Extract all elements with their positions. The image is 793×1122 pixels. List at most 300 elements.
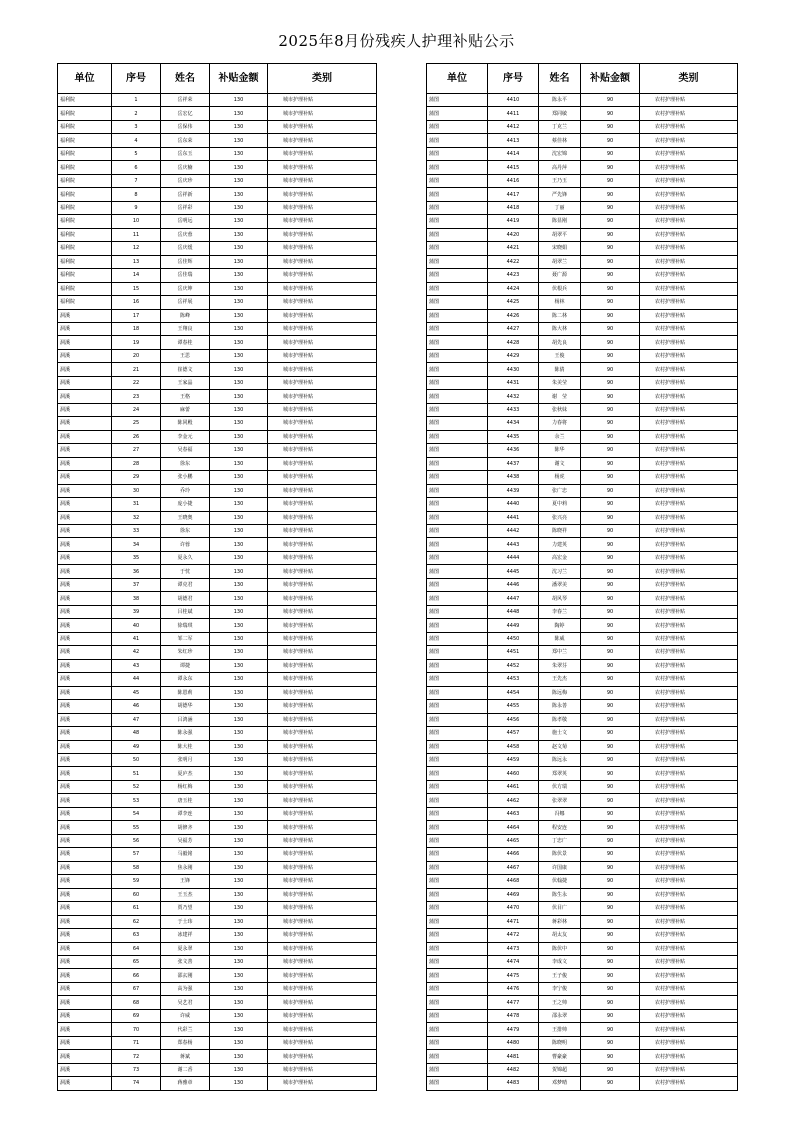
seq-cell: 15	[112, 282, 161, 295]
category-cell: 农村护理补贴	[640, 982, 738, 995]
unit-cell: 洞溪	[58, 1050, 112, 1063]
amount-cell: 90	[581, 525, 640, 538]
category-cell: 农村护理补贴	[640, 147, 738, 160]
table-row	[427, 309, 738, 322]
seq-cell: 4421	[488, 242, 539, 255]
table-row	[58, 875, 377, 888]
seq-cell: 4483	[488, 1077, 539, 1090]
table-row	[58, 969, 377, 982]
unit-cell: 洞溪	[58, 457, 112, 470]
seq-cell: 4437	[488, 457, 539, 470]
category-cell: 农村护理补贴	[640, 727, 738, 740]
amount-cell: 130	[210, 296, 268, 309]
table-row	[427, 1023, 738, 1036]
category-cell: 农村护理补贴	[640, 430, 738, 443]
name-cell: 施士文	[539, 727, 581, 740]
table-row	[427, 269, 738, 282]
amount-cell: 90	[581, 915, 640, 928]
amount-cell: 130	[210, 242, 268, 255]
name-cell: 岳祥荣	[161, 94, 210, 107]
amount-cell: 90	[581, 942, 640, 955]
category-cell: 城市护理补贴	[268, 430, 377, 443]
table-row	[58, 753, 377, 766]
table-row	[427, 471, 738, 484]
unit-cell: 洞溪	[58, 525, 112, 538]
amount-cell: 130	[210, 174, 268, 187]
unit-cell: 蒲图	[427, 646, 488, 659]
seq-cell: 38	[112, 592, 161, 605]
name-cell: 陈二林	[539, 309, 581, 322]
category-cell: 城市护理补贴	[268, 417, 377, 430]
amount-cell: 130	[210, 902, 268, 915]
seq-cell: 59	[112, 875, 161, 888]
category-cell: 农村护理补贴	[640, 134, 738, 147]
unit-cell: 蒲图	[427, 147, 488, 160]
amount-cell: 90	[581, 498, 640, 511]
subsidy-table-right	[426, 63, 738, 1091]
table-row	[58, 1023, 377, 1036]
unit-cell: 蒲图	[427, 444, 488, 457]
seq-cell: 44	[112, 673, 161, 686]
category-cell: 农村护理补贴	[640, 767, 738, 780]
category-cell: 农村护理补贴	[640, 659, 738, 672]
amount-cell: 90	[581, 1009, 640, 1022]
amount-cell: 90	[581, 565, 640, 578]
category-cell: 城市护理补贴	[268, 578, 377, 591]
amount-cell: 90	[581, 511, 640, 524]
seq-cell: 40	[112, 619, 161, 632]
name-cell: 胡先良	[539, 336, 581, 349]
name-cell: 陈大桂	[161, 740, 210, 753]
unit-cell: 蒲图	[427, 309, 488, 322]
unit-cell: 福利院	[58, 201, 112, 214]
name-cell: 夏庐杰	[161, 767, 210, 780]
category-cell: 城市护理补贴	[268, 255, 377, 268]
seq-cell: 26	[112, 430, 161, 443]
seq-cell: 54	[112, 807, 161, 820]
unit-cell: 蒲图	[427, 1050, 488, 1063]
unit-cell: 洞溪	[58, 848, 112, 861]
name-cell: 陈晓明	[539, 1036, 581, 1049]
name-cell: 胡修齐	[161, 821, 210, 834]
unit-cell: 洞溪	[58, 1009, 112, 1022]
name-cell: 王子俊	[539, 969, 581, 982]
seq-cell: 65	[112, 956, 161, 969]
category-cell: 城市护理补贴	[268, 349, 377, 362]
name-cell: 马毅铭	[161, 848, 210, 861]
seq-cell: 66	[112, 969, 161, 982]
unit-cell: 蒲图	[427, 551, 488, 564]
name-cell: 李春兰	[539, 605, 581, 618]
amount-cell: 130	[210, 1077, 268, 1090]
table-row	[58, 444, 377, 457]
name-cell: 贺锦超	[539, 1063, 581, 1076]
unit-cell: 洞溪	[58, 1063, 112, 1076]
table-row	[427, 525, 738, 538]
amount-cell: 130	[210, 646, 268, 659]
seq-cell: 4462	[488, 794, 539, 807]
unit-cell: 蒲图	[427, 296, 488, 309]
seq-cell: 4442	[488, 525, 539, 538]
category-cell: 农村护理补贴	[640, 740, 738, 753]
category-cell: 城市护理补贴	[268, 700, 377, 713]
unit-cell: 福利院	[58, 296, 112, 309]
table-row	[427, 875, 738, 888]
table-row	[427, 996, 738, 1009]
unit-cell: 蒲图	[427, 982, 488, 995]
name-cell: 吴福芳	[161, 834, 210, 847]
table-row	[427, 673, 738, 686]
unit-cell: 蒲图	[427, 969, 488, 982]
seq-cell: 19	[112, 336, 161, 349]
name-cell: 力春将	[539, 417, 581, 430]
table-row	[58, 349, 377, 362]
table-row	[58, 1009, 377, 1022]
table-row	[427, 727, 738, 740]
name-cell: 赵文菊	[539, 740, 581, 753]
name-cell: 于士玮	[161, 915, 210, 928]
amount-cell: 130	[210, 309, 268, 322]
category-cell: 城市护理补贴	[268, 538, 377, 551]
unit-cell: 蒲图	[427, 794, 488, 807]
category-cell: 农村护理补贴	[640, 538, 738, 551]
seq-cell: 4474	[488, 956, 539, 969]
name-cell: 王俊	[539, 349, 581, 362]
amount-cell: 130	[210, 1009, 268, 1022]
name-cell: 李宁俊	[539, 982, 581, 995]
seq-cell: 25	[112, 417, 161, 430]
amount-cell: 130	[210, 632, 268, 645]
amount-cell: 130	[210, 982, 268, 995]
category-cell: 农村护理补贴	[640, 592, 738, 605]
name-cell: 许蓉	[161, 538, 210, 551]
category-cell: 城市护理补贴	[268, 484, 377, 497]
table-row	[427, 619, 738, 632]
amount-cell: 90	[581, 605, 640, 618]
unit-cell: 洞溪	[58, 659, 112, 672]
table-row	[58, 996, 377, 1009]
category-cell: 农村护理补贴	[640, 120, 738, 133]
seq-cell: 4458	[488, 740, 539, 753]
seq-cell: 27	[112, 444, 161, 457]
table-row	[58, 255, 377, 268]
category-cell: 城市护理补贴	[268, 767, 377, 780]
table-row	[427, 94, 738, 107]
name-cell: 王晓奥	[161, 511, 210, 524]
name-cell: 严先锋	[539, 188, 581, 201]
category-cell: 农村护理补贴	[640, 578, 738, 591]
unit-cell: 蒲图	[427, 1009, 488, 1022]
category-cell: 城市护理补贴	[268, 740, 377, 753]
name-cell: 邓梦晴	[539, 1077, 581, 1090]
seq-cell: 45	[112, 686, 161, 699]
category-cell: 城市护理补贴	[268, 888, 377, 901]
seq-cell: 39	[112, 605, 161, 618]
amount-cell: 90	[581, 336, 640, 349]
unit-cell: 蒲图	[427, 417, 488, 430]
table-row	[58, 1050, 377, 1063]
seq-cell: 68	[112, 996, 161, 1009]
name-cell: 吕鸿涵	[161, 713, 210, 726]
category-cell: 农村护理补贴	[640, 188, 738, 201]
table-row	[427, 242, 738, 255]
unit-cell: 洞溪	[58, 363, 112, 376]
amount-cell: 130	[210, 228, 268, 241]
table-row	[427, 807, 738, 820]
seq-cell: 4429	[488, 349, 539, 362]
name-cell: 陈孝敬	[539, 713, 581, 726]
seq-cell: 7	[112, 174, 161, 187]
seq-cell: 41	[112, 632, 161, 645]
unit-cell: 洞溪	[58, 511, 112, 524]
amount-cell: 90	[581, 996, 640, 1009]
name-cell: 郑翠英	[539, 767, 581, 780]
unit-cell: 洞溪	[58, 996, 112, 1009]
amount-cell: 130	[210, 700, 268, 713]
seq-cell: 50	[112, 753, 161, 766]
name-cell: 岳祥新	[161, 188, 210, 201]
seq-cell: 12	[112, 242, 161, 255]
amount-cell: 90	[581, 296, 640, 309]
amount-cell: 130	[210, 592, 268, 605]
amount-cell: 130	[210, 578, 268, 591]
seq-cell: 4	[112, 134, 161, 147]
category-cell: 农村护理补贴	[640, 780, 738, 793]
seq-cell: 4452	[488, 659, 539, 672]
name-cell: 陈峰	[161, 309, 210, 322]
category-cell: 城市护理补贴	[268, 147, 377, 160]
seq-cell: 4436	[488, 444, 539, 457]
category-cell: 农村护理补贴	[640, 269, 738, 282]
unit-cell: 蒲图	[427, 700, 488, 713]
unit-cell: 洞溪	[58, 471, 112, 484]
amount-cell: 130	[210, 322, 268, 335]
category-cell: 农村护理补贴	[640, 673, 738, 686]
seq-cell: 4431	[488, 376, 539, 389]
header-unit: 单位	[58, 64, 112, 94]
category-cell: 农村护理补贴	[640, 296, 738, 309]
unit-cell: 蒲图	[427, 902, 488, 915]
seq-cell: 4419	[488, 215, 539, 228]
table-row	[427, 1063, 738, 1076]
unit-cell: 福利院	[58, 94, 112, 107]
seq-cell: 43	[112, 659, 161, 672]
category-cell: 农村护理补贴	[640, 996, 738, 1009]
amount-cell: 90	[581, 403, 640, 416]
seq-cell: 52	[112, 780, 161, 793]
name-cell: 陈永平	[539, 94, 581, 107]
amount-cell: 90	[581, 188, 640, 201]
unit-cell: 洞溪	[58, 982, 112, 995]
table-row	[427, 956, 738, 969]
name-cell: 李成文	[539, 956, 581, 969]
table-row	[58, 1063, 377, 1076]
name-cell: 岳佳辉	[161, 255, 210, 268]
seq-cell: 4468	[488, 875, 539, 888]
amount-cell: 130	[210, 336, 268, 349]
name-cell: 王格	[161, 390, 210, 403]
seq-cell: 4425	[488, 296, 539, 309]
unit-cell: 洞溪	[58, 646, 112, 659]
unit-cell: 蒲图	[427, 1023, 488, 1036]
amount-cell: 130	[210, 767, 268, 780]
amount-cell: 90	[581, 619, 640, 632]
category-cell: 城市护理补贴	[268, 403, 377, 416]
seq-cell: 62	[112, 915, 161, 928]
table-row	[427, 376, 738, 389]
table-row	[427, 134, 738, 147]
table-row	[427, 174, 738, 187]
category-cell: 农村护理补贴	[640, 471, 738, 484]
table-row	[58, 578, 377, 591]
unit-cell: 蒲图	[427, 659, 488, 672]
seq-cell: 32	[112, 511, 161, 524]
table-row	[427, 646, 738, 659]
name-cell: 岳祥彩	[161, 201, 210, 214]
seq-cell: 4482	[488, 1063, 539, 1076]
name-cell: 丁忠广	[539, 834, 581, 847]
category-cell: 城市护理补贴	[268, 807, 377, 820]
table-row	[58, 188, 377, 201]
name-cell: 陈远永	[539, 753, 581, 766]
seq-cell: 56	[112, 834, 161, 847]
category-cell: 城市护理补贴	[268, 309, 377, 322]
unit-cell: 蒲图	[427, 578, 488, 591]
seq-cell: 23	[112, 390, 161, 403]
table-row	[427, 444, 738, 457]
amount-cell: 90	[581, 700, 640, 713]
category-cell: 农村护理补贴	[640, 309, 738, 322]
unit-cell: 洞溪	[58, 686, 112, 699]
unit-cell: 洞溪	[58, 551, 112, 564]
amount-cell: 90	[581, 484, 640, 497]
name-cell: 夏永久	[161, 551, 210, 564]
category-cell: 农村护理补贴	[640, 201, 738, 214]
seq-cell: 57	[112, 848, 161, 861]
header-unit: 单位	[427, 64, 488, 94]
category-cell: 农村护理补贴	[640, 956, 738, 969]
table-row	[427, 700, 738, 713]
category-cell: 农村护理补贴	[640, 390, 738, 403]
table-row	[427, 538, 738, 551]
category-cell: 城市护理补贴	[268, 134, 377, 147]
header-amount: 补贴金额	[210, 64, 268, 94]
category-cell: 城市护理补贴	[268, 713, 377, 726]
unit-cell: 福利院	[58, 134, 112, 147]
table-row	[58, 120, 377, 133]
unit-cell: 蒲图	[427, 727, 488, 740]
amount-cell: 130	[210, 659, 268, 672]
table-row	[58, 673, 377, 686]
category-cell: 城市护理补贴	[268, 161, 377, 174]
amount-cell: 90	[581, 430, 640, 443]
unit-cell: 蒲图	[427, 390, 488, 403]
name-cell: 岳明远	[161, 215, 210, 228]
seq-cell: 4464	[488, 821, 539, 834]
name-cell: 力建英	[539, 538, 581, 551]
category-cell: 城市护理补贴	[268, 969, 377, 982]
seq-cell: 4479	[488, 1023, 539, 1036]
category-cell: 农村护理补贴	[640, 969, 738, 982]
seq-cell: 28	[112, 457, 161, 470]
table-row	[427, 147, 738, 160]
amount-cell: 130	[210, 969, 268, 982]
seq-cell: 4423	[488, 269, 539, 282]
category-cell: 农村护理补贴	[640, 349, 738, 362]
table-row	[58, 484, 377, 497]
seq-cell: 14	[112, 269, 161, 282]
name-cell: 朱翠芬	[539, 659, 581, 672]
amount-cell: 90	[581, 417, 640, 430]
table-row	[427, 834, 738, 847]
seq-cell: 5	[112, 147, 161, 160]
seq-cell: 4426	[488, 309, 539, 322]
name-cell: 丁克兰	[539, 120, 581, 133]
amount-cell: 130	[210, 255, 268, 268]
name-cell: 伏翰捷	[539, 875, 581, 888]
table-row	[58, 242, 377, 255]
unit-cell: 蒲图	[427, 619, 488, 632]
table-row	[58, 282, 377, 295]
amount-cell: 90	[581, 255, 640, 268]
amount-cell: 130	[210, 120, 268, 133]
category-cell: 农村护理补贴	[640, 632, 738, 645]
name-cell: 谭捷	[161, 659, 210, 672]
seq-cell: 67	[112, 982, 161, 995]
amount-cell: 90	[581, 888, 640, 901]
table-row	[58, 471, 377, 484]
table-row	[427, 336, 738, 349]
unit-cell: 洞溪	[58, 484, 112, 497]
unit-cell: 蒲图	[427, 713, 488, 726]
seq-cell: 4415	[488, 161, 539, 174]
category-cell: 农村护理补贴	[640, 242, 738, 255]
table-row	[427, 228, 738, 241]
amount-cell: 130	[210, 403, 268, 416]
category-cell: 农村护理补贴	[640, 94, 738, 107]
amount-cell: 90	[581, 376, 640, 389]
amount-cell: 130	[210, 134, 268, 147]
unit-cell: 蒲图	[427, 430, 488, 443]
name-cell: 高丹萍	[539, 161, 581, 174]
unit-cell: 蒲图	[427, 228, 488, 241]
name-cell: 郑中兰	[539, 646, 581, 659]
unit-cell: 蒲图	[427, 834, 488, 847]
unit-cell: 洞溪	[58, 349, 112, 362]
name-cell: 岳庆楠	[161, 161, 210, 174]
table-row	[58, 94, 377, 107]
amount-cell: 90	[581, 659, 640, 672]
unit-cell: 洞溪	[58, 794, 112, 807]
unit-cell: 福利院	[58, 147, 112, 160]
name-cell: 蔡佳林	[539, 134, 581, 147]
amount-cell: 90	[581, 753, 640, 766]
name-cell: 冰建祥	[161, 929, 210, 942]
unit-cell: 福利院	[58, 282, 112, 295]
seq-cell: 4428	[488, 336, 539, 349]
table-row	[58, 269, 377, 282]
seq-cell: 63	[112, 929, 161, 942]
unit-cell: 洞溪	[58, 605, 112, 618]
table-header-row	[427, 64, 738, 94]
seq-cell: 4445	[488, 565, 539, 578]
unit-cell: 洞溪	[58, 713, 112, 726]
seq-cell: 4412	[488, 120, 539, 133]
category-cell: 城市护理补贴	[268, 780, 377, 793]
unit-cell: 洞溪	[58, 942, 112, 955]
seq-cell: 4420	[488, 228, 539, 241]
category-cell: 城市护理补贴	[268, 376, 377, 389]
